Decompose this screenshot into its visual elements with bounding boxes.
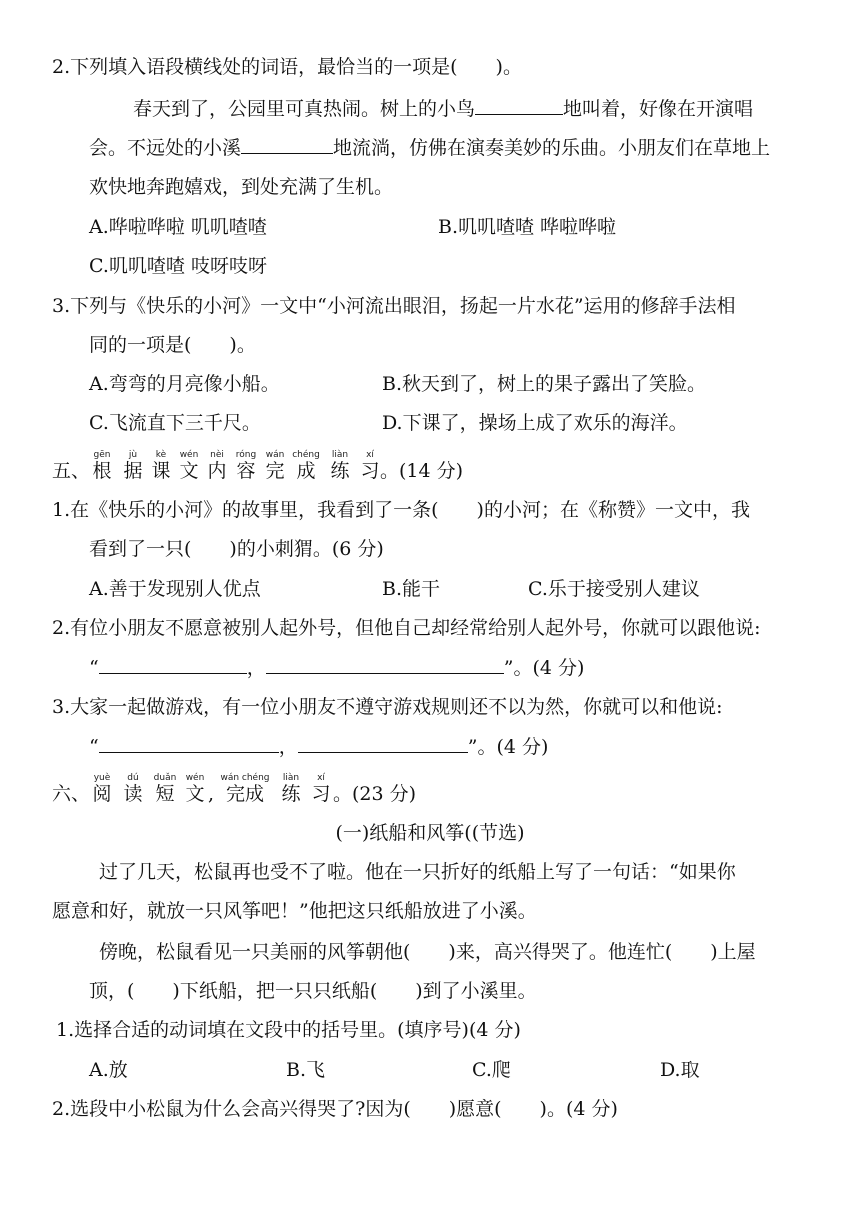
passage-paragraph-2-cont: 顶，( )下纸船，把一只只纸船( )到了小溪里。 [89, 980, 537, 1002]
passage-title: (一)纸船和风筝((节选) [335, 822, 525, 844]
ruby-char: wán chéng 完成 [220, 773, 270, 805]
option-d[interactable]: D.下课了，操场上成了欢乐的海洋。 [382, 412, 688, 434]
ruby-char: liàn 练 [281, 773, 301, 805]
question-3-stem: 3.大家一起做游戏，有一位小朋友不遵守游戏规则还不以为然，你就可以和他说: [52, 696, 723, 718]
option-b[interactable]: B.秋天到了，树上的果子露出了笑脸。 [382, 373, 707, 395]
passage-line-3: 欢快地奔跑嬉戏，到处充满了生机。 [89, 176, 394, 198]
question-1-stem: 1.在《快乐的小河》的故事里，我看到了一条( )的小河；在《称赞》一文中，我 [52, 499, 750, 521]
option-b[interactable]: B.飞 [286, 1059, 326, 1081]
question-1-stem-cont: 看到了一只( )的小刺猬。(6 分) [89, 538, 384, 560]
option-a[interactable]: A.弯弯的月亮像小船。 [89, 373, 280, 395]
question-2-stem: 2.下列填入语段横线处的词语，最恰当的一项是( )。 [52, 56, 522, 78]
passage-text: 地叫着，好像在开演唱 [563, 98, 754, 120]
ruby-char: liàn 练 [330, 450, 350, 482]
section-6-score: 。(23 分) [333, 783, 417, 805]
fill-blank-2[interactable] [241, 136, 333, 154]
passage-text: 会。不远处的小溪 [89, 137, 242, 159]
reading-question-2: 2.选段中小松鼠为什么会高兴得哭了?因为( )愿意( )。(4 分) [52, 1098, 618, 1120]
ruby-char: nèi 内 [207, 450, 227, 482]
question-2-stem: 2.有位小朋友不愿意被别人起外号，但他自己却经常给别人起外号，你就可以跟他说: [52, 617, 761, 639]
passage-text: 地流淌，仿佛在演奏美妙的乐曲。小朋友们在草地上 [333, 137, 771, 159]
answer-blank-2[interactable] [298, 735, 468, 753]
ruby-char: wén 文 [185, 773, 205, 805]
ruby-char: jù 据 [123, 450, 143, 482]
question-3-stem-cont: 同的一项是( )。 [89, 334, 256, 356]
ruby-char: dú 读 [123, 773, 143, 805]
ruby-char: kè 课 [151, 450, 171, 482]
ruby-char: wén 文 [179, 450, 199, 482]
ruby-char: yuè 阅 [92, 773, 112, 805]
ruby-char: duǎn 短 [153, 773, 177, 805]
option-a[interactable]: A.哗啦哗啦 叽叽喳喳 [89, 216, 267, 238]
option-a[interactable]: A.放 [89, 1059, 128, 1081]
answer-blank-2[interactable] [266, 656, 504, 674]
answer-blank-1[interactable] [99, 656, 247, 674]
passage-text: 春天到了，公园里可真热闹。树上的小鸟 [133, 98, 476, 120]
ruby-char: wán 完 [265, 450, 285, 482]
ruby-char: gēn 根 [92, 450, 112, 482]
ruby-char: chéng 成 [292, 450, 320, 482]
section-5-prefix: 五、 [52, 460, 91, 482]
option-b[interactable]: B.能干 [382, 578, 441, 600]
answer-line: “ ， ”。(4 分) [89, 657, 585, 679]
fill-blank-1[interactable] [475, 97, 563, 115]
option-b[interactable]: B.叽叽喳喳 哗啦哗啦 [438, 216, 617, 238]
option-d[interactable]: D.取 [660, 1059, 700, 1081]
passage-line-1 [133, 97, 753, 120]
option-a[interactable]: A.善于发现别人优点 [89, 578, 261, 600]
option-c[interactable]: C.乐于接受别人建议 [528, 578, 700, 600]
passage-paragraph-2: 傍晚，松鼠看见一只美丽的风筝朝他( )来，高兴得哭了。他连忙( )上屋 [99, 941, 756, 963]
passage-paragraph-1: 过了几天，松鼠再也受不了啦。他在一只折好的纸船上写了一句话：“如果你 [99, 861, 736, 883]
ruby-char: xí 习 [311, 773, 331, 805]
option-c[interactable]: C.叽叽喳喳 吱呀吱呀 [89, 255, 267, 277]
section-6-comma: , [208, 783, 215, 805]
ruby-char: róng 容 [235, 450, 257, 482]
reading-question-1: 1.选择合适的动词填在文段中的括号里。(填序号)(4 分) [56, 1019, 521, 1041]
question-3-stem: 3.下列与《快乐的小河》一文中“小河流出眼泪，扬起一片水花”运用的修辞手法相 [52, 295, 736, 317]
option-c[interactable]: C.爬 [472, 1059, 511, 1081]
section-6-prefix: 六、 [52, 783, 91, 805]
ruby-char: xí 习 [360, 450, 380, 482]
passage-paragraph-1-cont: 愿意和好，就放一只风筝吧！”他把这只纸船放进了小溪。 [52, 900, 537, 922]
answer-line: “ ， ”。(4 分) [89, 736, 549, 758]
answer-blank-1[interactable] [99, 735, 279, 753]
passage-line-2 [89, 136, 770, 159]
section-5-score: 。(14 分) [380, 460, 464, 482]
option-c[interactable]: C.飞流直下三千尺。 [89, 412, 261, 434]
